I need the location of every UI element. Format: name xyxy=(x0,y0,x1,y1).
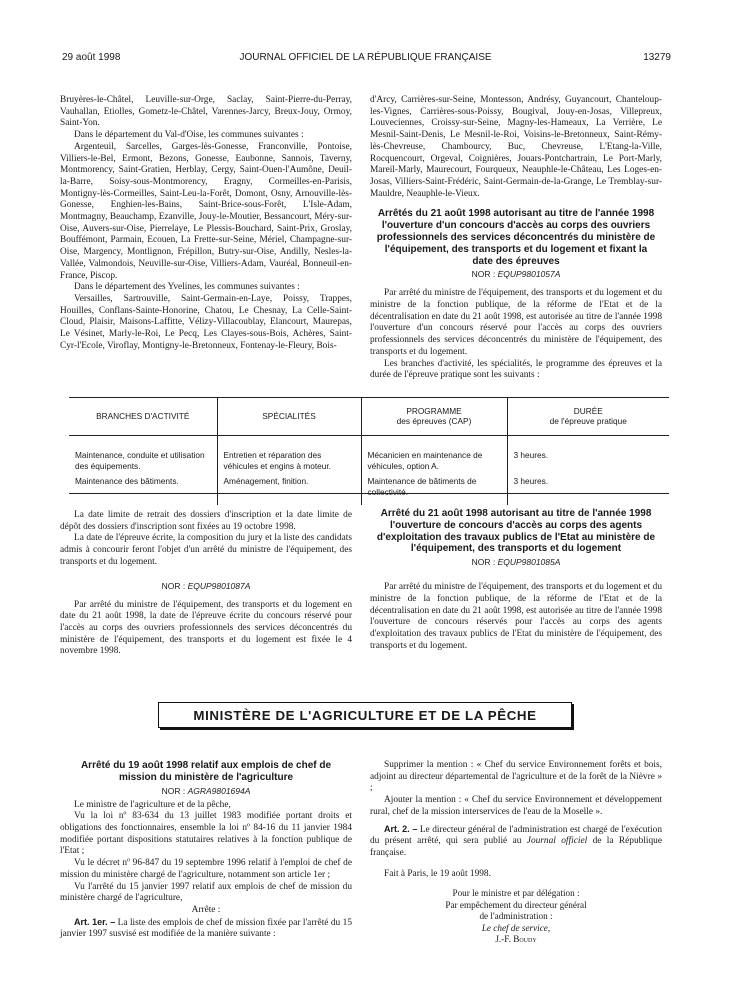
journal-name: Journal officiel xyxy=(526,836,588,847)
nor-code: EQUP9801085A xyxy=(497,557,561,568)
table-header: SPÉCIALITÉS xyxy=(217,397,361,436)
bottom-right-column xyxy=(370,760,662,945)
nor-code: EQUP9801057A xyxy=(497,269,561,280)
nor-code: AGRA9801694A xyxy=(187,785,251,796)
paragraph: Par arrêté du ministre de l'équipement, des transports et du logement et du ministre de la fonction publique, de la réforme de l'Etat et de la décentralisation en date du 21 août 1998, est autorisée au titre de l'année 1998 l'ouverture d'un concours réservé pour l'accès au corps des ouvriers professionnels des services déconcentrés du ministère de l'équipement, des transports et du logement. xyxy=(370,288,662,357)
table-cell: Maintenance, conduite et utilisation des équipements. xyxy=(69,436,217,474)
paragraph: Arrête : xyxy=(191,904,221,915)
article-2 xyxy=(370,824,662,860)
paragraph: La date limite de retrait des dossiers d'inscription et la date limite de dépôt des dossiers d'inscription sont fixées au 19 octobre 1998. xyxy=(60,510,352,532)
paragraph: Par arrêté du ministre de l'équipement, des transports et du logement et du ministre de la fonction publique, de la réforme de l'Etat et de la décentralisation en date du 21 août 1998, est autorisée au titre de l'année 1998 l'ouverture de concours réservés pour l'accès au corps des agents d'exploitation des travaux publics de l'Etat du ministère de l'équipement, des transports et du logement. xyxy=(370,582,662,651)
paragraph: Dans le département du Val-d'Oise, les communes suivantes : xyxy=(74,130,304,141)
header-page-number: 13279 xyxy=(643,52,671,63)
paragraph: Vu le décret nº 96-847 du 19 septembre 1996 relatif à l'emploi de chef de mission du ministère chargé de l'agriculture, notamment son article 1er ; xyxy=(60,858,352,880)
ministry-name: MINISTÈRE DE L'AGRICULTURE ET DE LA PÊCHE xyxy=(193,707,537,723)
table-cell: 3 heures. xyxy=(513,476,549,486)
article-text: de la République française. xyxy=(370,836,663,858)
article-label: Art. 1er. – xyxy=(74,916,116,927)
bottom-left-column xyxy=(60,760,352,941)
mid-right-column xyxy=(370,508,662,652)
table-cell: Entretien et réparation des véhicules et engins à moteur. xyxy=(217,436,361,474)
section-title: Arrêtés du 21 août 1998 autorisant au titre de l'année 1998 l'ouverture d'un concours d'accès au corps des ouvriers professionnels des services déconcentrés du ministère de l'équipement, des transports et du logement et fixant la date des épreuves xyxy=(376,208,656,267)
paragraph: Vu la loi nº 83-634 du 13 juillet 1983 modifiée portant droits et obligations des fonctionnaires, ensemble la loi nº 84-16 du 11 janvier 1984 modifiée portant dispositions statutaires relatives à la fonction publique de l'Etat ; xyxy=(60,811,352,857)
paragraph: Ajouter la mention : « Chef du service Environnement et développement rural, chef de la mission interservices de l'eau de la Moselle ». xyxy=(370,795,662,817)
table-row xyxy=(69,473,669,505)
nor-label: NOR : xyxy=(471,269,496,280)
paragraph: Bruyères-le-Châtel, Leuville-sur-Orge, Saclay, Saint-Pierre-du-Perray, Vauhallan, Etiolles, Gometz-le-Châtel, Varennes-Jarcy, Breux-Jouy, Ormoy, Saint-Yon. xyxy=(60,95,352,129)
table-cell: 3 heures. xyxy=(513,450,549,460)
paragraph: Le ministre de l'agriculture et de la pêche, xyxy=(74,799,231,810)
signature-block xyxy=(370,888,662,945)
signature-line: Le chef de service, xyxy=(481,922,551,933)
nor-reference xyxy=(370,269,662,280)
table-header: DURÉE de l'épreuve pratique xyxy=(507,397,669,436)
signature-line: Pour le ministre et par délégation : xyxy=(452,888,580,899)
paragraph: Par arrêté du ministre de l'équipement, des transports et du logement en date du 21 août 1998, la date de l'épreuve écrite du concours réservé pour l'accès au corps des ouvriers professionnels des services déconcentrés du ministère de l'équipement, des transports et du logement est fixée le 4 novembre 1998. xyxy=(60,599,352,657)
top-right-column xyxy=(370,95,662,382)
paragraph: Vu l'arrêté du 15 janvier 1997 relatif aux emplois de chef de mission du ministère chargé de l'agriculture, xyxy=(60,881,352,904)
nor-code: EQUP9801087A xyxy=(187,580,251,591)
nor-label: NOR : xyxy=(161,785,186,796)
signature-line: Par empêchement du directeur général xyxy=(445,899,587,910)
table-row xyxy=(69,436,669,474)
top-left-column xyxy=(60,95,352,352)
table-header: PROGRAMME des épreuves (CAP) xyxy=(361,397,507,436)
signature-line: de l'administration : xyxy=(479,911,553,922)
article-label: Art. 2. – xyxy=(384,823,418,834)
paragraph: Versailles, Sartrouville, Saint-Germain-en-Laye, Poissy, Trappes, Houilles, Conflans-Sainte-Honorine, Chatou, Le Chesnay, La Celle-Saint-Cloud, Plaisir, Maisons-Laffitte, Vélizy-Villacoublay, Elancourt, Maurepas, Le Vésinet, Marly-le-Roi, Le Pecq, Les Clayes-sous-Bois, Achères, Saint-Cyr-l'Ecole, Viroflay, Montigny-le-Bretonneux, Fontenay-le-Fleury, Bois- xyxy=(60,293,352,351)
table-cell: Aménagement, finition. xyxy=(217,473,361,505)
table-cell: Maintenance de bâtiments de collectivité. xyxy=(361,473,507,505)
paragraph: Supprimer la mention : « Chef du service Environnement forêts et bois, adjoint au directeur départemental de l'agriculture et de la forêt de la Nièvre » ; xyxy=(370,760,662,794)
paragraph: Les branches d'activité, les spécialités, le programme des épreuves et la durée de l'épreuve pratique sont les suivants : xyxy=(370,358,662,381)
table-cell: Mécanicien en maintenance de véhicules, option A. xyxy=(361,436,507,474)
nor-label: NOR : xyxy=(471,557,496,568)
section-title: Arrêté du 19 août 1998 relatif aux emplois de chef de mission du ministère de l'agriculture xyxy=(80,760,332,783)
paragraph: Argenteuil, Sarcelles, Garges-lès-Gonesse, Franconville, Pontoise, Villiers-le-Bel, Ermont, Bezons, Gonesse, Eaubonne, Sannois, Taverny, Montmorency, Saint-Gratien, Herblay, Cergy, Saint-Ouen-l'Aumône, Deuil-la-Barre, Soisy-sous-Montmorency, Eragny, Cormeilles-en-Parisis, Montigny-lès-Cormeilles, Saint-Leu-la-Forêt, Domont, Osny, Arnouville-lès-Gonesse, Enghien-les-Bains, Saint-Brice-sous-Forêt, L'Isle-Adam, Montmagny, Beauchamp, Ezanville, Jouy-le-Moutier, Bessancourt, Méry-sur-Oise, Auvers-sur-Oise, Pierrelaye, Le Plessis-Bouchard, Saint-Prix, Groslay, Bouffémont, Parmain, Ecouen, La Frette-sur-Seine, Mériel, Champagne-sur-Oise, Margency, Montlignon, Frépillon, Butry-sur-Oise, Andilly, Nesles-la-Vallée, Valmondois, Neuville-sur-Oise, Villiers-Adam, Vauréal, Bonneuil-en-France, Piscop. xyxy=(60,141,352,281)
ministry-banner xyxy=(158,702,572,728)
article-1 xyxy=(60,917,352,941)
header-journal-title: JOURNAL OFFICIEL DE LA RÉPUBLIQUE FRANÇAISE xyxy=(239,52,492,63)
article-text: Le directeur général de l'administration est chargé de l'exécution du présent arrêté, qui sera publié au xyxy=(370,824,662,847)
table-cell: Maintenance des bâtiments. xyxy=(69,473,217,505)
paragraph: d'Arcy, Carrières-sur-Seine, Montesson, Andrésy, Guyancourt, Chanteloup-les-Vignes, Carrières-sous-Poissy, Bougival, Jouy-en-Josas, Villepreux, Louveciennes, Croissy-sur-Seine, Magny-les-Hameaux, La Verrière, Le Mesnil-Saint-Denis, Le Mesnil-le-Roi, Voisins-le-Bretonneux, Saint-Rémy-lès-Chevreuse, Chambourcy, Buc, Chevreuse, L'Etang-la-Ville, Rocquencourt, Orgeval, Coignières, Jouars-Pontchartrain, Le Port-Marly, Mareil-Marly, Maurecourt, Fourqueux, Neauphle-le-Château, Les Loges-en-Josas, Villiers-Saint-Frédéric, Saint-Germain-de-la-Grange, Le Tremblay-sur-Mauldre, Neauphle-le-Vieux. xyxy=(370,95,662,199)
paragraph: Dans le département des Yvelines, les communes suivantes : xyxy=(74,282,300,293)
signatory-name: J.-F. Boudy xyxy=(495,933,537,944)
table-header: BRANCHES D'ACTIVITÉ xyxy=(69,397,217,436)
article-text: La liste des emplois de chef de mission fixée par l'arrêté du 15 janvier 1997 susvisé est modifiée de la manière suivante : xyxy=(60,917,352,940)
paragraph: La date de l'épreuve écrite, la composition du jury et la liste des candidats admis à concourir feront l'objet d'un arrêté du ministre de l'équipement, des transports et du logement. xyxy=(60,533,352,567)
header-date: 29 août 1998 xyxy=(62,52,121,63)
nor-reference xyxy=(60,786,352,797)
section-title: Arrêté du 21 août 1998 autorisant au titre de l'année 1998 l'ouverture de concours d'accès au corps des agents d'exploitation des travaux publics de l'Etat au ministère de l'équipement, des transports et du logement xyxy=(376,508,656,555)
mid-left-column xyxy=(60,510,352,658)
activity-table xyxy=(69,397,669,505)
nor-reference xyxy=(60,581,352,592)
nor-label: NOR : xyxy=(161,580,186,591)
place-date: Fait à Paris, le 19 août 1998. xyxy=(384,868,491,879)
nor-reference xyxy=(370,557,662,568)
